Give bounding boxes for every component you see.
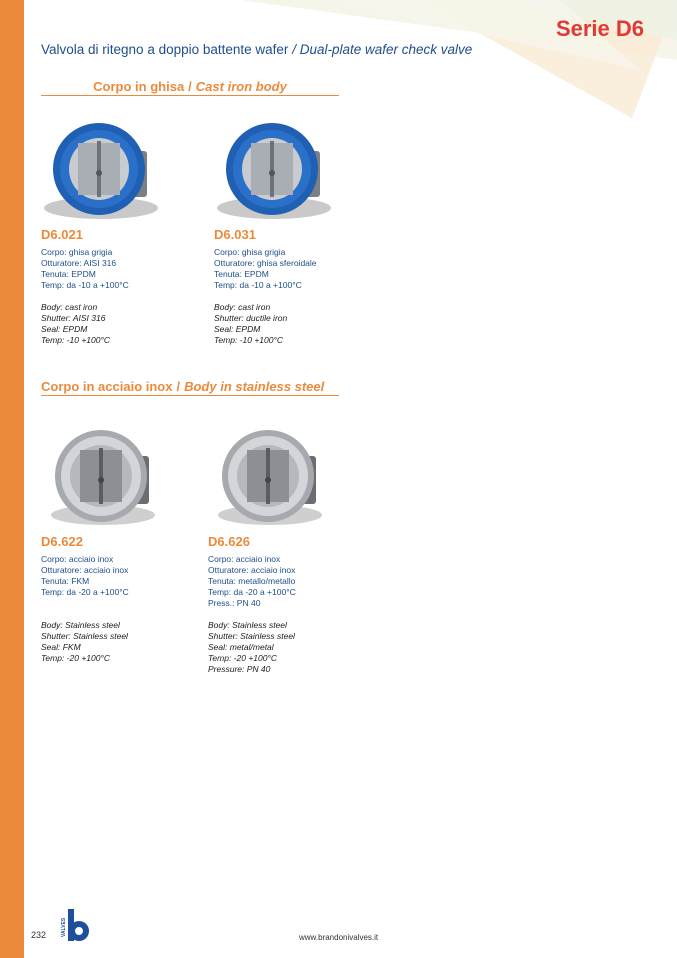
section-cast-iron <box>41 79 339 96</box>
section-title-english: Cast iron body <box>195 79 287 94</box>
specs-italian <box>41 554 161 598</box>
specs-italian <box>208 554 328 609</box>
spec-line: Body: Stainless steel <box>208 620 287 630</box>
blue-valve-image <box>41 113 161 223</box>
steel-valve-image <box>208 420 328 530</box>
brandoni-logo <box>60 907 92 943</box>
spec-line: Temp: da -20 a +100°C <box>208 587 296 597</box>
spec-line: Body: cast iron <box>214 302 271 312</box>
subtitle-english: Dual-plate wafer check valve <box>299 42 473 57</box>
section-title-english: Body in stainless steel <box>184 379 325 394</box>
spec-line: Corpo: acciaio inox <box>208 554 281 564</box>
specs-english <box>41 302 161 346</box>
spec-line: Seal: EPDM <box>41 324 88 334</box>
orange-sidebar-band <box>0 0 24 958</box>
spec-line: Temp: da -20 a +100°C <box>41 587 129 597</box>
blue-valve-image <box>214 113 334 223</box>
subtitle-separator: / <box>292 42 296 57</box>
spec-line: Corpo: acciaio inox <box>41 554 114 564</box>
product-code: D6.622 <box>41 534 83 549</box>
spec-line: Temp: -20 +100°C <box>41 653 111 663</box>
spec-line: Shutter: Stainless steel <box>41 631 128 641</box>
subtitle-italian: Valvola di ritegno a doppio battente wafer <box>41 42 289 57</box>
spec-line: Tenuta: metallo/metallo <box>208 576 296 586</box>
spec-line: Corpo: ghisa grigia <box>41 247 113 257</box>
spec-line: Otturatore: ghisa sferoidale <box>214 258 317 268</box>
spec-line: Tenuta: FKM <box>41 576 90 586</box>
spec-line: Temp: -10 +100°C <box>214 335 284 345</box>
section-title-italian: Corpo in acciaio inox <box>41 379 173 394</box>
series-title: Serie D6 <box>555 16 644 41</box>
spec-line: Shutter: AISI 316 <box>41 313 106 323</box>
spec-line: Temp: -20 +100°C <box>208 653 278 663</box>
spec-line: Pressure: PN 40 <box>208 664 271 674</box>
section-title-italian: Corpo in ghisa <box>93 79 185 94</box>
spec-line: Temp: da -10 a +100°C <box>41 280 129 290</box>
spec-line: Shutter: Stainless steel <box>208 631 295 641</box>
spec-line: Tenuta: EPDM <box>214 269 269 279</box>
spec-line: Seal: FKM <box>41 642 81 652</box>
spec-line: Otturatore: AISI 316 <box>41 258 117 268</box>
section-separator: / <box>176 379 181 394</box>
specs-english <box>214 302 334 346</box>
product-card-d6-626 <box>208 420 328 675</box>
product-code: D6.626 <box>208 534 250 549</box>
product-code: D6.031 <box>214 227 256 242</box>
section-stainless-steel <box>41 379 339 396</box>
spec-line: Temp: -10 +100°C <box>41 335 111 345</box>
section-separator: / <box>188 79 192 94</box>
spec-line: Otturatore: acciaio inox <box>41 565 129 575</box>
spec-line: Shutter: ductile iron <box>214 313 288 323</box>
product-code: D6.021 <box>41 227 83 242</box>
specs-italian <box>214 247 334 291</box>
page-subtitle <box>41 42 472 57</box>
spec-line: Seal: metal/metal <box>208 642 274 652</box>
product-card-d6-622 <box>41 420 161 664</box>
specs-italian <box>41 247 161 291</box>
specs-english <box>208 620 328 675</box>
specs-english <box>41 620 161 664</box>
spec-line: Body: cast iron <box>41 302 98 312</box>
page-number: 232 <box>31 930 47 940</box>
spec-line: Body: Stainless steel <box>41 620 120 630</box>
logo-text: VALVES <box>61 917 67 937</box>
product-card-d6-031 <box>214 113 334 346</box>
spec-line: Otturatore: acciaio inox <box>208 565 296 575</box>
website-url: www.brandonivalves.it <box>299 933 379 942</box>
spec-line: Temp: da -10 a +100°C <box>214 280 302 290</box>
steel-valve-image <box>41 420 161 530</box>
spec-line: Press.: PN 40 <box>208 598 261 608</box>
spec-line: Seal: EPDM <box>214 324 261 334</box>
spec-line: Corpo: ghisa grigia <box>214 247 286 257</box>
product-card-d6-021 <box>41 113 161 346</box>
spec-line: Tenuta: EPDM <box>41 269 96 279</box>
